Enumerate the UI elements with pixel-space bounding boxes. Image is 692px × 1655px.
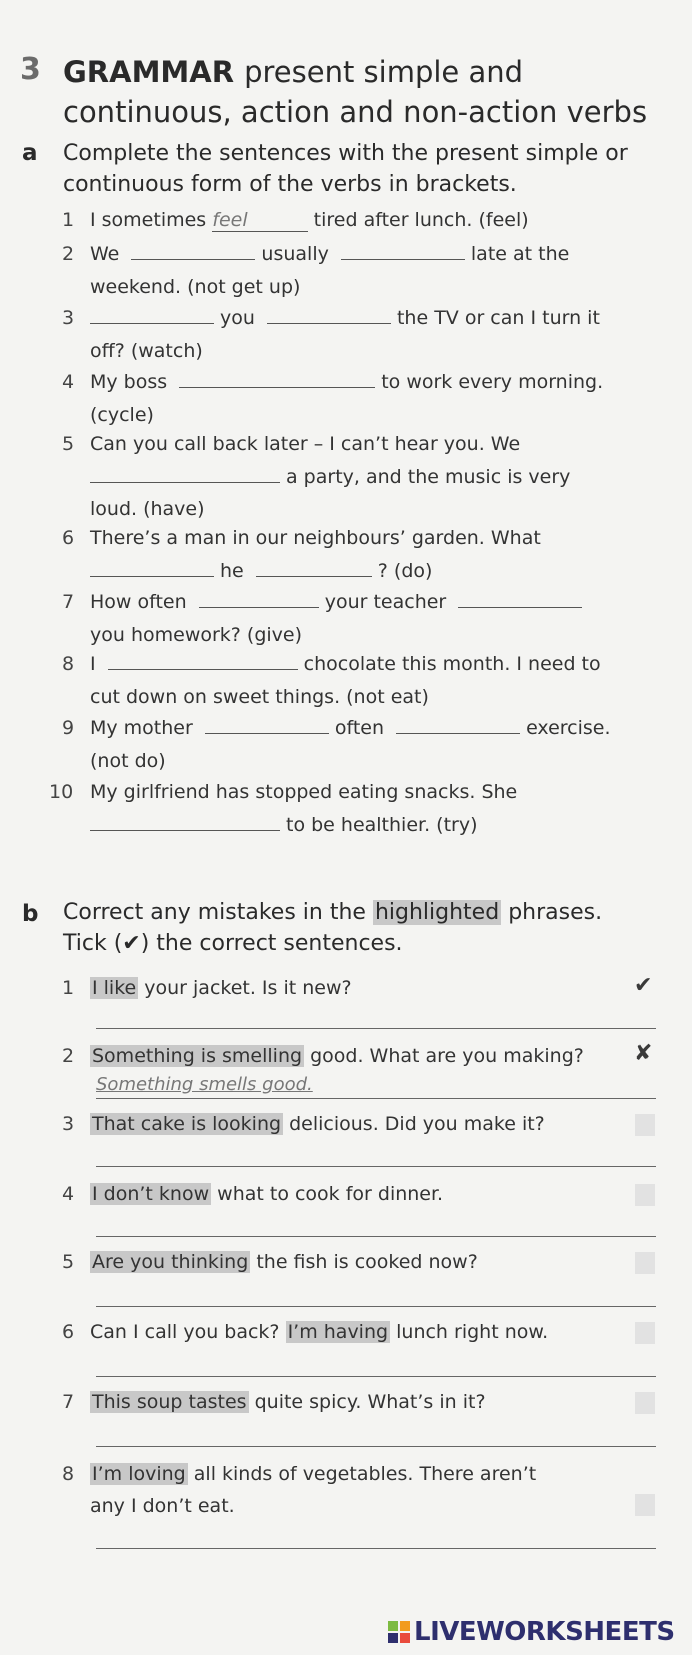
item-text: weekend. (not get up)	[90, 275, 301, 298]
correction-answer[interactable]: Something smells good.	[96, 1074, 313, 1095]
item-number: 7	[62, 591, 75, 613]
item-text: I	[90, 653, 96, 675]
highlighted-phrase: I don’t know	[92, 1183, 210, 1205]
item-text: How often	[90, 591, 187, 613]
exercise-a-item-4	[62, 366, 662, 431]
item-text: lunch right now.	[390, 1321, 549, 1343]
item-text: Can I call you back?	[90, 1321, 286, 1343]
liveworksheets-logo	[388, 1617, 675, 1647]
highlighted-phrase: Are you thinking	[92, 1251, 249, 1273]
exercise-a-item-1	[62, 204, 662, 237]
exercise-b-item-5	[62, 1246, 662, 1278]
item-text: exercise.	[526, 717, 611, 739]
item-text: late at the	[470, 243, 570, 265]
exercise-b-item-7	[62, 1386, 662, 1418]
answer-blank-filled[interactable]: feel	[212, 209, 307, 232]
item-text: delicious. Did you make it?	[283, 1113, 545, 1135]
item-text: all kinds of vegetables. There aren’t	[187, 1463, 537, 1485]
exercise-a-item-9	[62, 712, 662, 777]
item-number: 1	[62, 209, 75, 231]
exercise-a-item-7	[62, 586, 662, 651]
answer-blank[interactable]	[267, 305, 391, 324]
item-text: you homework? (give)	[90, 623, 303, 646]
item-number: 9	[62, 717, 75, 739]
tick-box[interactable]	[635, 1392, 655, 1414]
answer-blank[interactable]	[179, 369, 375, 388]
answer-line[interactable]	[96, 1376, 656, 1377]
answer-blank[interactable]	[396, 715, 520, 734]
answer-line[interactable]	[96, 1028, 656, 1029]
section-title-rest: present simple and continuous, action and non-action verbs	[63, 55, 648, 129]
part-a-letter: a	[22, 140, 38, 166]
answer-blank[interactable]	[341, 241, 465, 260]
highlighted-phrase: I’m having	[287, 1321, 389, 1343]
part-b-letter: b	[22, 901, 39, 927]
item-number: 2	[62, 243, 75, 265]
tick-box[interactable]	[635, 1252, 655, 1274]
item-number: 1	[62, 977, 75, 999]
exercise-a-item-2	[62, 238, 662, 303]
item-text: quite spicy. What’s in it?	[248, 1391, 486, 1413]
logo-grid-icon	[388, 1621, 410, 1643]
answer-blank[interactable]	[256, 558, 372, 577]
item-text: (cycle)	[90, 403, 154, 426]
answer-line[interactable]	[96, 1306, 656, 1307]
item-text: a party, and the music is very	[286, 465, 571, 488]
answer-blank[interactable]	[131, 241, 255, 260]
instruction-text: Tick (✔) the correct sentences.	[63, 931, 403, 956]
item-text: the fish is cooked now?	[250, 1251, 478, 1273]
item-text: (not do)	[90, 749, 166, 772]
highlighted-phrase: I’m loving	[92, 1463, 186, 1485]
tick-box[interactable]	[635, 1322, 655, 1344]
exercise-b-item-8	[62, 1458, 662, 1522]
section-title	[63, 52, 673, 132]
exercise-a-item-3	[62, 302, 662, 367]
item-number: 4	[62, 371, 75, 393]
answer-blank[interactable]	[458, 589, 582, 608]
tick-box[interactable]	[635, 1114, 655, 1136]
item-text: Can you call back later – I can’t hear you. We	[90, 433, 521, 455]
part-a-instruction: Complete the sentences with the present simple or continuous form of the verbs in brackets.	[63, 141, 628, 197]
section-number: 3	[20, 52, 41, 87]
item-text: cut down on sweet things. (not eat)	[90, 685, 429, 708]
exercise-b-item-2	[62, 1040, 662, 1072]
item-text: you	[220, 307, 255, 329]
item-number: 8	[62, 1463, 75, 1485]
item-text: My boss	[90, 371, 168, 393]
answer-line[interactable]	[96, 1446, 656, 1447]
item-text: your teacher	[324, 591, 447, 613]
answer-blank[interactable]	[90, 812, 280, 831]
item-number: 7	[62, 1391, 75, 1413]
item-number: 8	[62, 653, 75, 675]
item-text: My mother	[90, 717, 193, 739]
item-text: chocolate this month. I need to	[303, 653, 601, 675]
item-number: 6	[62, 527, 75, 549]
highlighted-phrase: That cake is looking	[92, 1113, 282, 1135]
item-text: My girlfriend has stopped eating snacks. She	[90, 781, 518, 803]
item-text: what to cook for dinner.	[211, 1183, 444, 1205]
item-text: I sometimes	[90, 209, 207, 231]
answer-blank[interactable]	[90, 464, 280, 483]
answer-line[interactable]	[96, 1166, 656, 1167]
answer-blank[interactable]	[90, 305, 214, 324]
item-text: your jacket. Is it new?	[138, 977, 352, 999]
highlighted-phrase: I like	[92, 977, 137, 999]
tick-icon[interactable]: ✔	[634, 973, 653, 998]
item-number: 5	[62, 1251, 75, 1273]
item-text: We	[90, 243, 120, 265]
item-number: 10	[49, 781, 74, 803]
answer-blank[interactable]	[108, 651, 298, 670]
item-text: the TV or can I turn it	[396, 307, 600, 329]
item-number: 3	[62, 1113, 75, 1135]
exercise-a-item-6	[62, 522, 662, 587]
item-text: often	[334, 717, 385, 739]
answer-blank[interactable]	[90, 558, 214, 577]
item-text: he	[220, 559, 244, 582]
item-text: good. What are you making?	[304, 1045, 584, 1067]
answer-line[interactable]	[96, 1236, 656, 1237]
item-text: tired after lunch. (feel)	[313, 209, 529, 231]
item-text: There’s a man in our neighbours’ garden. What	[90, 527, 541, 549]
answer-blank[interactable]	[199, 589, 319, 608]
section-title-bold: GRAMMAR	[63, 55, 235, 89]
item-number: 2	[62, 1045, 75, 1067]
instruction-text: Correct any mistakes in the	[63, 900, 366, 925]
exercise-b-item-6	[62, 1316, 662, 1348]
exercise-a-item-10	[49, 776, 662, 841]
answer-line[interactable]	[96, 1548, 656, 1549]
part-b-instruction	[63, 897, 663, 959]
item-number: 3	[62, 307, 75, 329]
logo-text: LIVEWORKSHEETS	[414, 1617, 675, 1647]
item-text: any I don’t eat.	[90, 1495, 235, 1517]
answer-line[interactable]	[96, 1098, 656, 1099]
exercise-b-item-4	[62, 1178, 662, 1210]
exercise-b-item-1	[62, 972, 662, 1004]
highlighted-phrase: This soup tastes	[92, 1391, 247, 1413]
item-text: to be healthier. (try)	[286, 813, 478, 836]
exercise-b-item-3	[62, 1108, 662, 1140]
exercise-a-item-5	[62, 428, 662, 526]
tick-box[interactable]	[635, 1494, 655, 1516]
exercise-a-item-8	[62, 648, 662, 713]
item-text: usually	[261, 243, 329, 265]
item-text: to work every morning.	[381, 371, 604, 393]
answer-blank[interactable]	[205, 715, 329, 734]
item-number: 4	[62, 1183, 75, 1205]
instruction-text: phrases.	[508, 900, 603, 925]
item-text: off? (watch)	[90, 339, 203, 362]
cross-icon[interactable]: ✘	[634, 1041, 653, 1066]
item-text: loud. (have)	[90, 498, 205, 520]
instruction-highlight: highlighted	[374, 900, 500, 925]
item-number: 5	[62, 433, 75, 455]
item-text: ? (do)	[377, 559, 433, 582]
tick-box[interactable]	[635, 1184, 655, 1206]
highlighted-phrase: Something is smelling	[92, 1045, 303, 1067]
item-number: 6	[62, 1321, 75, 1343]
